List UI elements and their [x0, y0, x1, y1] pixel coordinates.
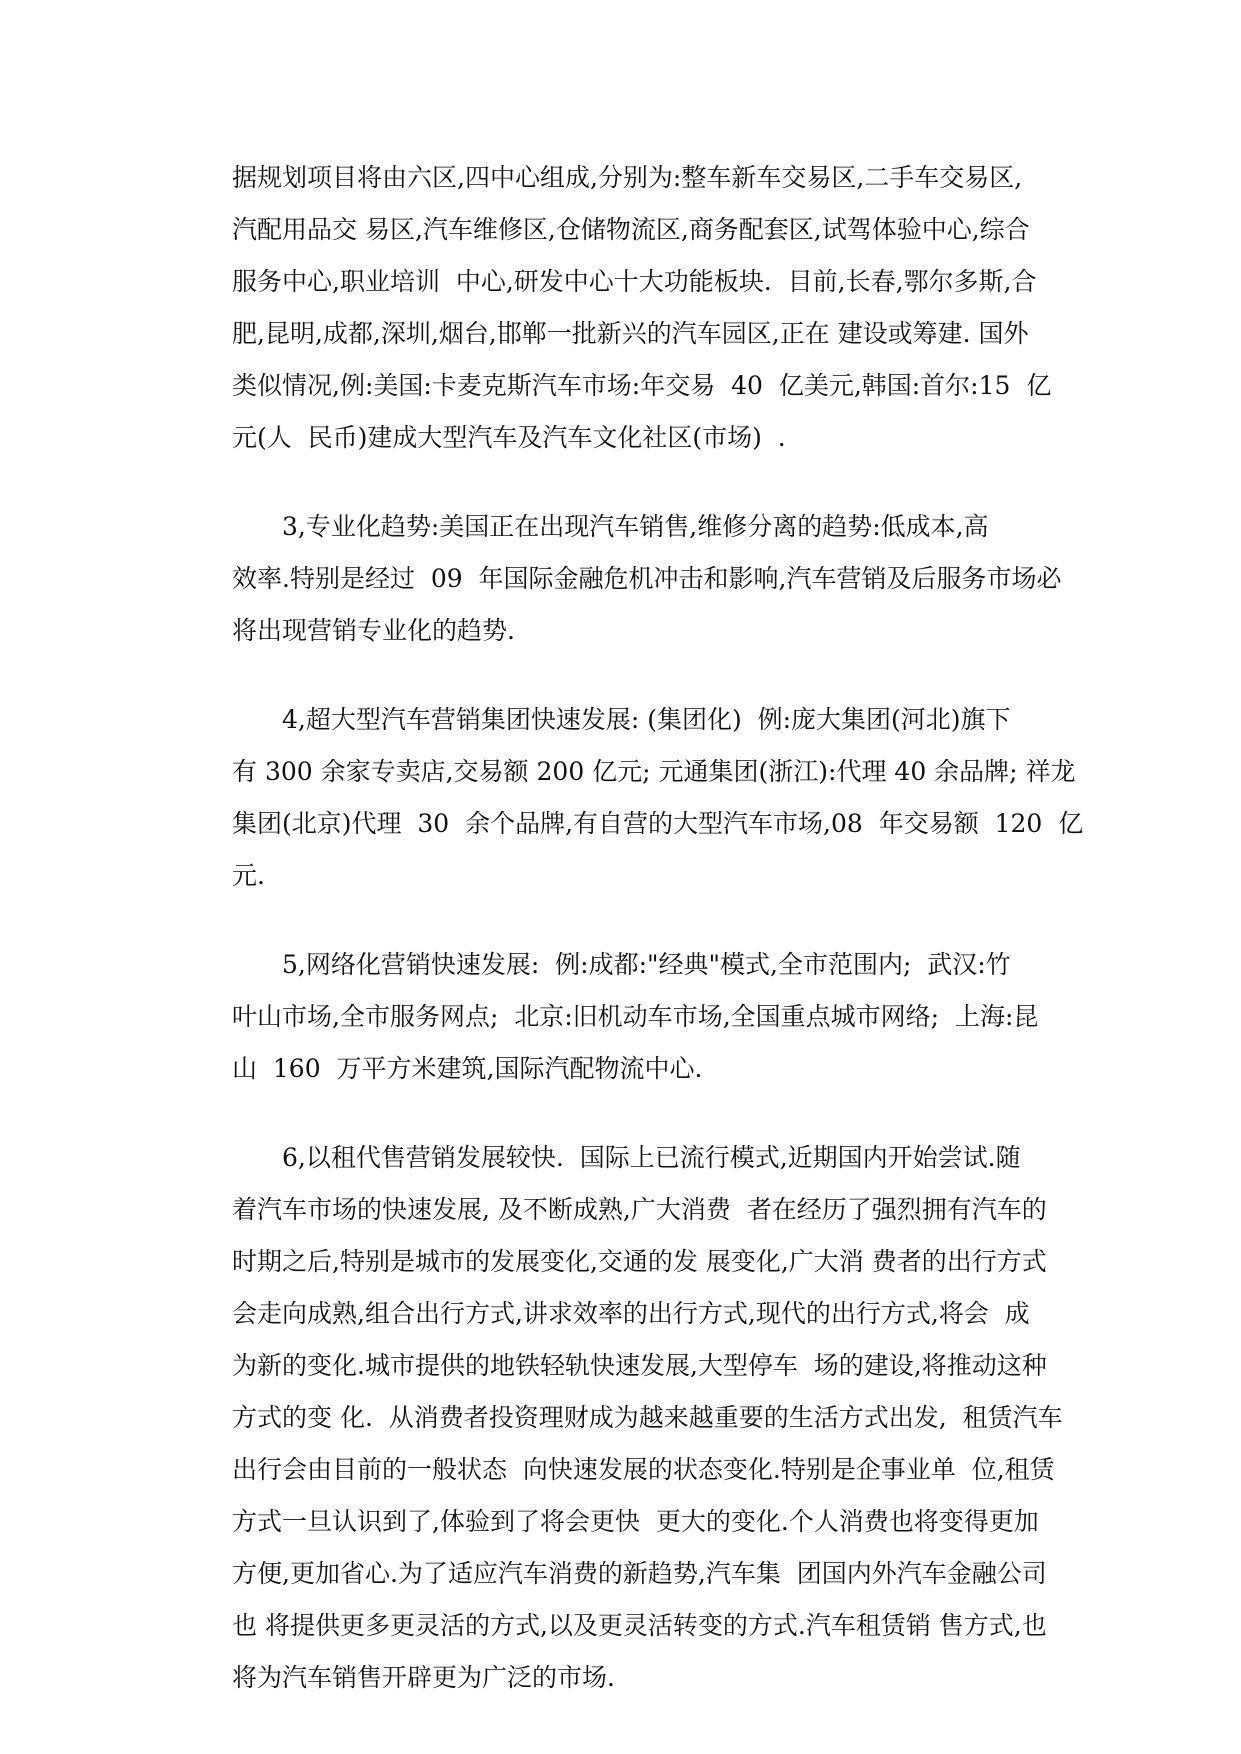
text-line: 元(人 民币)建成大型汽车及汽车文化社区(市场) .: [232, 423, 786, 452]
text-line: 将出现营销专业化的趋势.: [232, 616, 515, 645]
text-line: 出行会由目前的一般状态 向快速发展的状态变化.特别是企事业单 位,租赁: [232, 1455, 1055, 1484]
text-line: 集团(北京)代理 30 余个品牌,有自营的大型汽车市场,08 年交易额 120 亿: [232, 809, 1084, 838]
text-line: 将为汽车销售开辟更为广泛的市场.: [232, 1663, 615, 1692]
text-line: 汽配用品交 易区,汽车维修区,仓储物流区,商务配套区,试驾体验中心,综合: [232, 215, 1030, 244]
text-line: 效率.特别是经过 09 年国际金融危机冲击和影响,汽车营销及后服务市场必: [232, 564, 1062, 593]
text-line: 有 300 余家专卖店,交易额 200 亿元; 元通集团(浙江):代理 40 余品牌; 祥龙: [232, 757, 1076, 786]
text-line: 方便,更加省心.为了适应汽车消费的新趋势,汽车集 团国内外汽车金融公司: [232, 1559, 1047, 1588]
paragraph-network-marketing: [232, 939, 1047, 1095]
paragraph-planning: [232, 152, 1052, 464]
paragraph-specialization: [232, 501, 1062, 657]
paragraph-group-development: [232, 694, 1084, 902]
text-line: 时期之后,特别是城市的发展变化,交通的发 展变化,广大消 费者的出行方式: [232, 1247, 1047, 1276]
text-line: 也 将提供更多更灵活的方式,以及更灵活转变的方式.汽车租赁销 售方式,也: [232, 1611, 1047, 1640]
text-line: 山 160 万平方米建筑,国际汽配物流中心.: [232, 1054, 703, 1083]
text-line: 叶山市场,全市服务网点; 北京:旧机动车市场,全国重点城市网络; 上海:昆: [232, 1002, 1039, 1031]
text-line: 据规划项目将由六区,四中心组成,分别为:整车新车交易区,二手车交易区,: [232, 163, 1023, 192]
paragraph-leasing: [232, 1132, 1063, 1704]
text-line: 类似情况,例:美国:卡麦克斯汽车市场:年交易 40 亿美元,韩国:首尔:15 亿: [232, 371, 1052, 400]
text-line: 4,超大型汽车营销集团快速发展: (集团化) 例:庞大集团(河北)旗下: [282, 705, 1011, 734]
text-line: 服务中心,职业培训 中心,研发中心十大功能板块. 目前,长春,鄂尔多斯,合: [232, 267, 1037, 296]
text-line: 方式的变 化. 从消费者投资理财成为越来越重要的生活方式出发, 租赁汽车: [232, 1403, 1063, 1432]
text-line: 着汽车市场的快速发展, 及不断成熟,广大消费 者在经历了强烈拥有汽车的: [232, 1195, 1047, 1224]
text-line: 为新的变化.城市提供的地铁轻轨快速发展,大型停车 场的建设,将推动这种: [232, 1351, 1047, 1380]
document-body: [232, 152, 1084, 1741]
text-line: 6,以租代售营销发展较快. 国际上已流行模式,近期国内开始尝试.随: [282, 1143, 1021, 1172]
text-line: 会走向成熟,组合出行方式,讲求效率的出行方式,现代的出行方式,将会 成: [232, 1299, 1030, 1328]
text-line: 肥,昆明,成都,深圳,烟台,邯郸一批新兴的汽车园区,正在 建设或筹建. 国外: [232, 319, 1029, 348]
text-line: 5,网络化营销快速发展: 例:成都:"经典"模式,全市范围内; 武汉:竹: [282, 950, 1011, 979]
text-line: 方式一旦认识到了,体验到了将会更快 更大的变化.个人消费也将变得更加: [232, 1507, 1039, 1536]
text-line: 元.: [232, 861, 265, 890]
text-line: 3,专业化趋势:美国正在出现汽车销售,维修分离的趋势:低成本,高: [282, 512, 989, 541]
